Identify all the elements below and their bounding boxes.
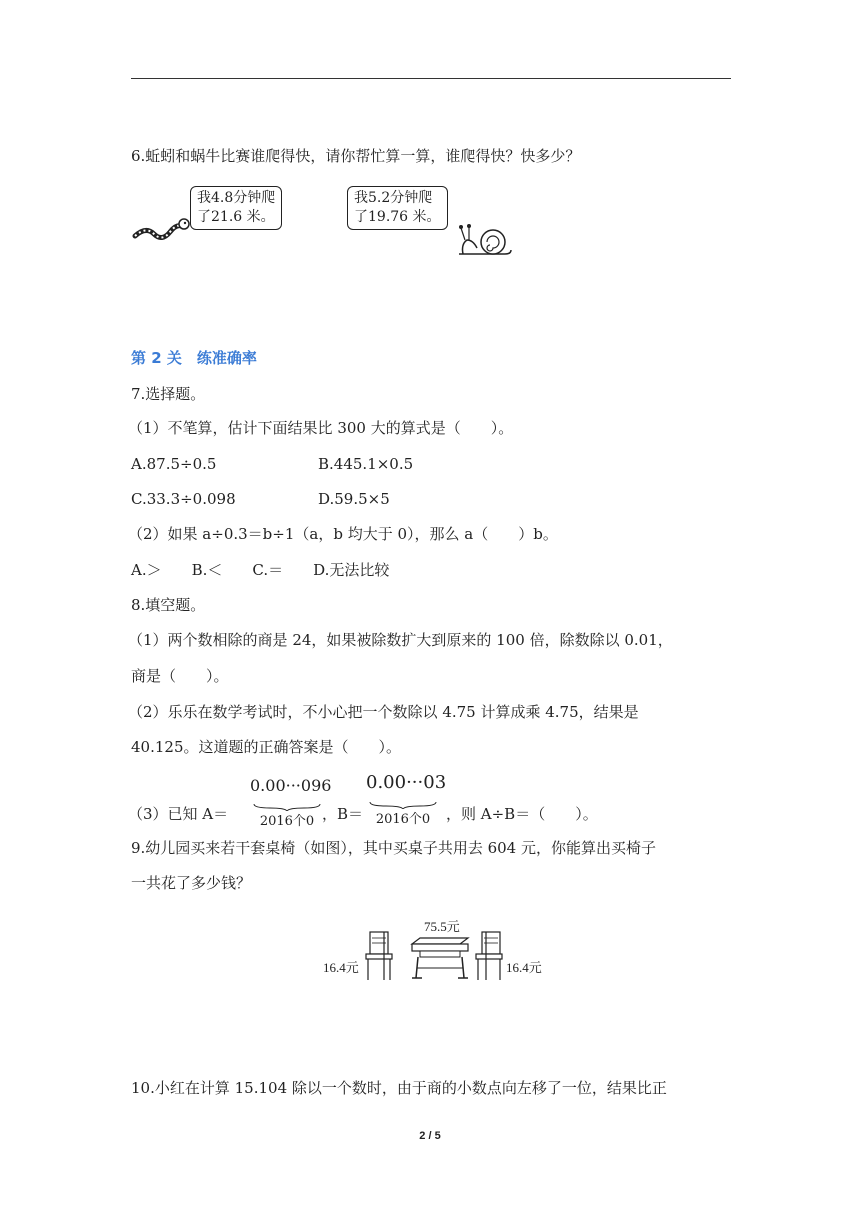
q7-sub1: （1）不笔算，估计下面结果比 300 大的算式是（ ）。 — [128, 419, 514, 437]
worm-illustration — [132, 202, 192, 242]
worm-speech-bubble — [190, 186, 282, 230]
number-b-expression — [366, 772, 447, 827]
brace-icon — [368, 801, 438, 809]
q6-text: 6.蚯蚓和蜗牛比赛谁爬得快，请你帮忙算一算，谁爬得快？快多少？ — [131, 147, 581, 165]
q8-sub2-line2: 40.125。这道题的正确答案是（ ）。 — [131, 738, 401, 756]
desk-chairs-illustration — [360, 928, 510, 988]
q7-option-b: B.445.1×0.5 — [318, 455, 414, 473]
snail-illustration — [455, 218, 515, 260]
q8-title: 8.填空题。 — [131, 596, 206, 614]
snail-bubble-line2: 了19.76 米。 — [354, 209, 441, 225]
section-title: 第 2 关 练准确率 — [131, 349, 257, 367]
q9-line1: 9.幼儿园买来若干套桌椅（如图），其中买桌子共用去 604 元，你能算出买椅子 — [131, 839, 656, 857]
q8-sub3-prefix: （3）已知 A＝ — [128, 805, 229, 823]
q7-sub2: （2）如果 a÷0.3＝b÷1（a，b 均大于 0），那么 a（ ）b。 — [128, 525, 558, 543]
worm-bubble-line1: 我4.8分钟爬 — [197, 190, 276, 206]
q8-sub3-mid: ，B＝ — [322, 805, 364, 823]
q8-sub1-line1: （1）两个数相除的商是 24，如果被除数扩大到原来的 100 倍，除数除以 0.01， — [128, 631, 673, 649]
q10-line1: 10.小红在计算 15.104 除以一个数时，由于商的小数点向左移了一位，结果比正 — [131, 1079, 667, 1097]
number-a-digits: 0.00···096 — [250, 776, 332, 795]
number-b-zero-count: 2016个0 — [375, 812, 431, 827]
q7-option-c: C.33.3÷0.098 — [131, 490, 236, 508]
snail-speech-bubble — [347, 186, 448, 230]
q7-title: 7.选择题。 — [131, 385, 206, 403]
q7-option-a: A.87.5÷0.5 — [131, 455, 217, 473]
chair-left-price: 16.4元 — [323, 960, 359, 975]
snail-bubble-line1: 我5.2分钟爬 — [354, 190, 433, 206]
page-number: 2 / 5 — [419, 1130, 441, 1142]
q7-sub2-options: A.＞ B.＜ C.＝ D.无法比较 — [131, 561, 390, 579]
q9-line2: 一共花了多少钱？ — [131, 874, 252, 892]
brace-icon — [252, 803, 322, 811]
q8-sub2-line1: （2）乐乐在数学考试时，不小心把一个数除以 4.75 计算成乘 4.75，结果是 — [128, 703, 639, 721]
worm-bubble-line2: 了21.6 米。 — [197, 209, 275, 225]
chair-right-price: 16.4元 — [506, 960, 542, 975]
number-a-expression — [250, 776, 332, 829]
number-a-zero-count: 2016个0 — [259, 814, 315, 829]
q8-sub3-suffix: ，则 A÷B＝（ ）。 — [446, 805, 598, 823]
desk-price: 75.5元 — [424, 919, 460, 934]
q7-option-d: D.59.5×5 — [318, 490, 390, 508]
header-rule — [131, 78, 731, 79]
q8-sub1-line2: 商是（ ）。 — [131, 667, 229, 685]
number-b-digits: 0.00···03 — [366, 772, 447, 793]
